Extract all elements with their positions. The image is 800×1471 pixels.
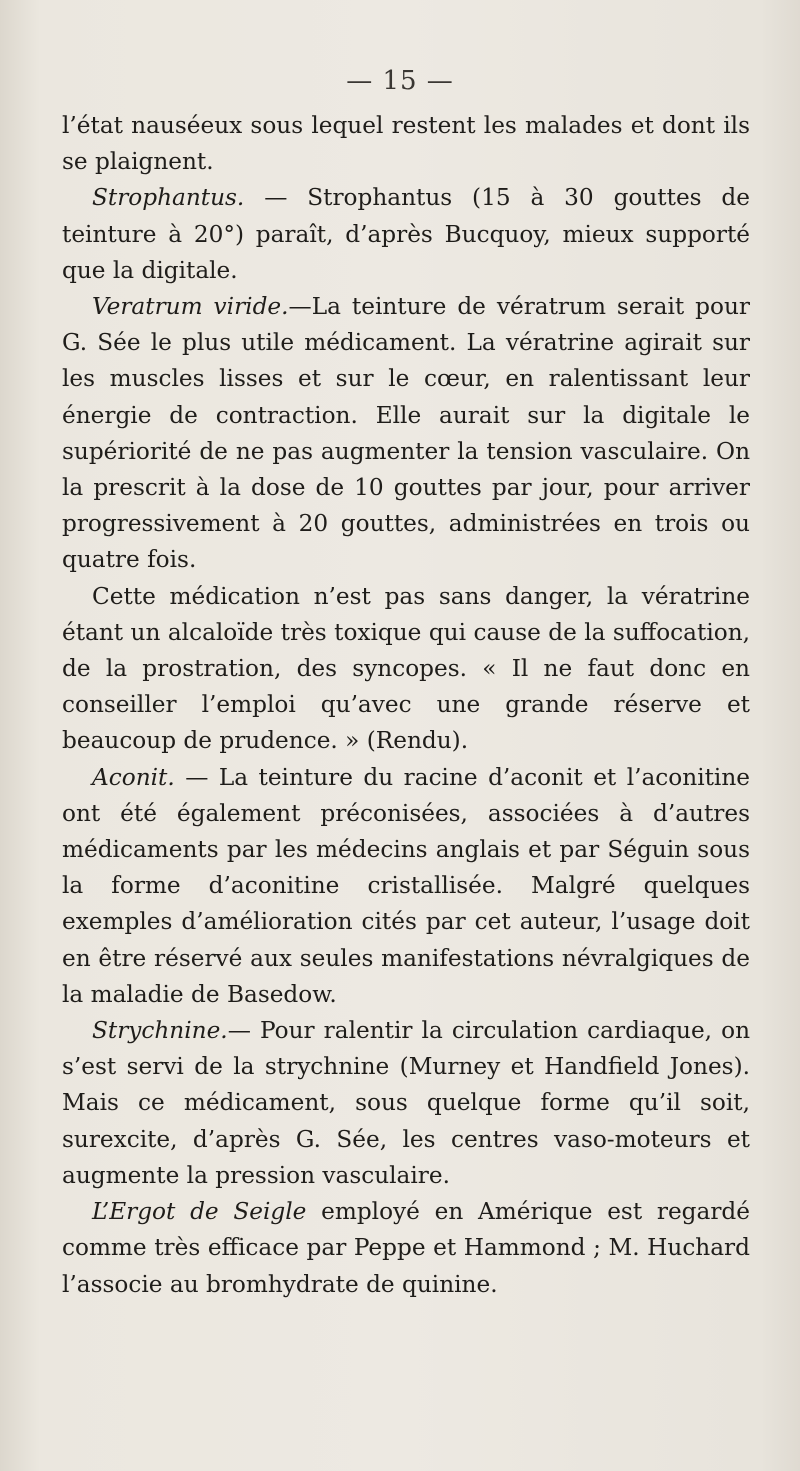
paragraph-ergot (62, 1194, 750, 1303)
paragraph-text: — Pour ralentir la circulation cardiaque, on s’est servi de la strychnine (Murney et Handfield Jones). Mais ce médicament, sous quelque forme qu’il soit, surexcite, d’après G. Sée, les centres vaso-moteurs et augmente la pression vasculaire. (62, 1017, 750, 1189)
paragraph-strophantus (62, 180, 750, 289)
paragraph-text: l’état nauséeux sous lequel restent les malades et dont ils se plaignent. (62, 112, 750, 176)
paragraph-text: — La teinture du racine d’aconit et l’aconitine ont été également préconisées, associées à d’autres médicaments par les médecins anglais et par Séguin sous la forme d’aconitine cristallisée. Malgré quelques exemples d’amélioration cités par cet auteur, l’usage doit en être réservé aux seules manifestations névralgiques de la maladie de Basedow. (62, 763, 750, 1008)
paragraph-lead-veratrum: Veratrum viride. (92, 293, 289, 321)
paragraph-continuation (62, 108, 750, 180)
paragraph-text: employé en Amérique est regardé comme très efficace par Peppe et Hammond ; M. Huchard l’associe au bromhydrate de quinine. (62, 1198, 750, 1298)
paragraph-text: Cette médication n’est pas sans danger, la vératrine étant un alcaloïde très toxique qui cause de la suffocation, de la prostration, des syncopes. « Il ne faut donc en conseiller l’emploi qu’avec une grande réserve et beaucoup de prudence. » (Rendu). (62, 582, 750, 755)
paragraph-aconit (62, 760, 750, 1013)
paragraph-lead-strychnine: Strychnine. (92, 1017, 228, 1045)
paragraph-lead-ergot: L’Ergot de Seigle (92, 1198, 307, 1226)
paragraph-lead-aconit: Aconit. (92, 763, 175, 791)
page-number: — 15 — (346, 66, 454, 96)
body-text (62, 108, 750, 1303)
paragraph-lead-strophantus: Strophantus. (92, 184, 245, 212)
paragraph-strychnine (62, 1013, 750, 1194)
paragraph-veratrum (62, 289, 750, 579)
paragraph-text: —La teinture de vératrum serait pour G. Sée le plus utile médicament. La vératrine agirait sur les muscles lisses et sur le cœur, en ralentissant leur énergie de contraction. Elle aurait sur la digitale le supériorité de ne pas augmenter la tension vasculaire. On la prescrit à la dose de 10 gouttes par jour, pour arriver progressivement à 20 gouttes, administrées en trois ou quatre fois. (62, 293, 750, 574)
paragraph-text: — Strophantus (15 à 30 gouttes de teinture à 20°) paraît, d’après Bucquoy, mieux supporté que la digitale. (62, 184, 750, 284)
paragraph-danger (62, 579, 750, 760)
